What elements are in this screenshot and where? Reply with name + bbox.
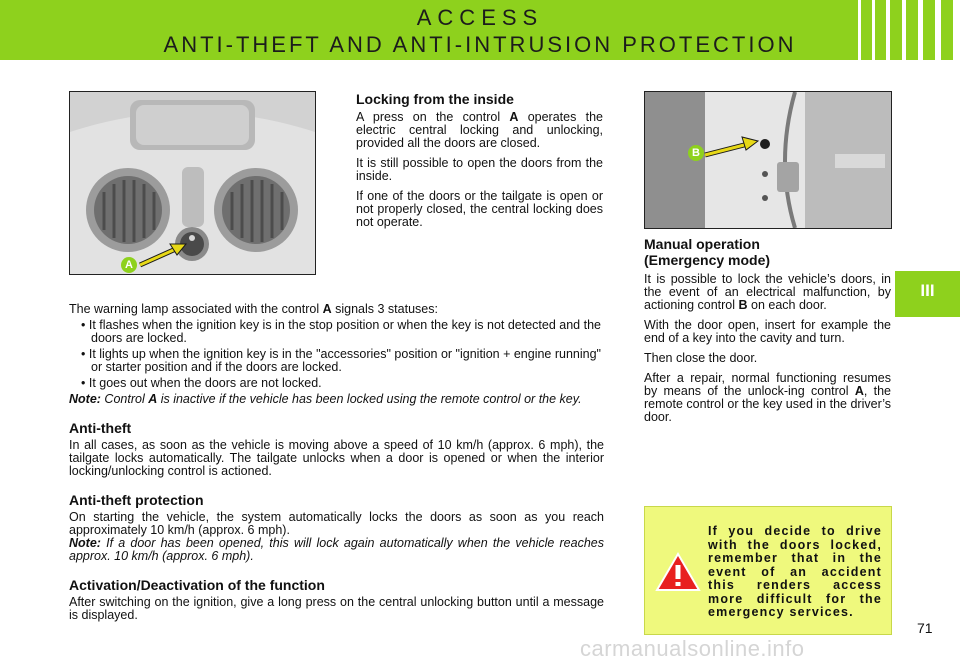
- activation-text: After switching on the ignition, give a long press on the central unlocking button until a message is displayed.: [69, 595, 604, 622]
- activation-heading: Activation/Deactivation of the function: [69, 577, 325, 593]
- list-item: • It flashes when the ignition key is in the stop position or when the key is not detected and the doors are locked.: [81, 318, 601, 345]
- anti-theft-protection-note: Note: If a door has been opened, this will lock again automatically when the vehicle reaches approx. 10 km/h (approx. 6 mph).: [69, 536, 604, 563]
- callout-arrow-b: [690, 128, 780, 168]
- main-text-column: [69, 303, 604, 622]
- callout-arrow-a: [60, 225, 200, 285]
- manual-operation-p2: With the door open, insert for example the end of a key into the cavity and turn.: [644, 318, 891, 345]
- list-item: • It goes out when the doors are not locked.: [81, 376, 322, 390]
- anti-theft-protection-text: On starting the vehicle, the system automatically locks the doors as soon as you reach approximately 10 km/h (approx. 6 mph).: [69, 510, 604, 537]
- page-number: 71: [917, 620, 933, 636]
- anti-theft-text: In all cases, as soon as the vehicle is moving above a speed of 10 km/h (approx. 6 mph), the tailgate locks automatically. The tailgate unlocks when a door is opened or when the interior locking/unlocking control is actioned.: [69, 438, 604, 478]
- warning-lamp-note: Note: Control A is inactive if the vehicle has been locked using the remote control or the key.: [69, 392, 582, 406]
- section-title: ACCESS: [416, 5, 544, 30]
- manual-operation-p3: Then close the door.: [644, 351, 758, 365]
- callout-b: B: [688, 145, 704, 161]
- anti-theft-protection-heading: Anti-theft protection: [69, 492, 204, 508]
- manual-operation-p1: It is possible to lock the vehicle’s doors, in the event of an electrical malfunction, by actioning control B on each door.: [644, 272, 891, 312]
- locking-inside-section: [356, 91, 603, 229]
- manual-operation-subheading: (Emergency mode): [644, 252, 771, 268]
- warning-lamp-list: [69, 319, 604, 390]
- locking-inside-p2: It is still possible to open the doors from the inside.: [356, 156, 603, 183]
- manual-operation-section: [644, 236, 891, 424]
- manual-operation-heading: Manual operation: [644, 236, 760, 252]
- section-subtitle: ANTI-THEFT AND ANTI-INTRUSION PROTECTION: [163, 32, 797, 57]
- list-item: • It lights up when the ignition key is in the "accessories" position or "ignition + engine running" or starter position and if the doors are locked.: [81, 347, 601, 374]
- safety-warning-text: If you decide to drive with the doors locked, remember that in the event of an accident this renders access more difficult for the emergency services.: [708, 524, 882, 619]
- locking-inside-heading: Locking from the inside: [356, 91, 514, 107]
- callout-a: A: [121, 257, 137, 273]
- locking-inside-p1: A press on the control A operates the electric central locking and unlocking, provided all the doors are closed.: [356, 110, 603, 150]
- watermark: carmanualsonline.info: [580, 636, 805, 661]
- warning-lamp-intro: The warning lamp associated with the control A signals 3 statuses:: [69, 302, 438, 316]
- anti-theft-heading: Anti-theft: [69, 420, 132, 436]
- locking-inside-p3: If one of the doors or the tailgate is open or not properly closed, the central locking does not operate.: [356, 189, 603, 229]
- manual-operation-p4: After a repair, normal functioning resumes by means of the unlock-ing control A, the remote control or the key used in the driver’s door.: [644, 371, 891, 424]
- chapter-tab-label: III: [920, 281, 935, 300]
- warning-triangle-icon: [655, 552, 701, 592]
